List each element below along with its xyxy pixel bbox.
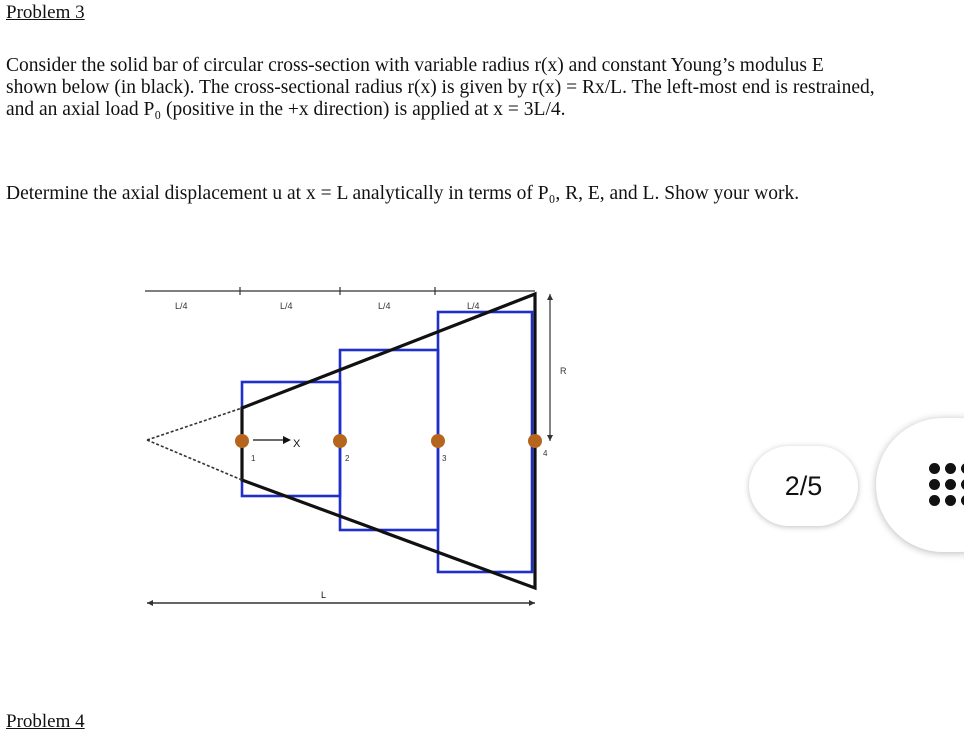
problem-title: Problem 3 <box>6 2 85 23</box>
dots-grid-icon <box>929 463 964 506</box>
step-element-3 <box>438 312 532 572</box>
length-label: L <box>321 590 327 600</box>
node-label: 1 <box>251 454 256 463</box>
x-axis-arrowhead <box>283 436 291 444</box>
step-element-1 <box>242 382 340 496</box>
page-indicator-text: 2/5 <box>784 470 823 501</box>
radius-arrowhead <box>547 435 553 441</box>
node-1 <box>235 434 249 448</box>
next-problem-title: Problem 4 <box>6 711 85 732</box>
page-indicator <box>749 446 858 526</box>
segment-label: L/4 <box>280 301 293 311</box>
node-2 <box>333 434 347 448</box>
length-arrowhead <box>147 600 153 606</box>
apex-extension-line <box>147 408 242 440</box>
step-element-2 <box>340 350 438 530</box>
node-label: 3 <box>442 454 447 463</box>
problem-question: Determine the axial displacement u at x = L analytically in terms of P₀, R, E, and L. Show your work. <box>6 183 800 204</box>
x-axis-label: X <box>293 438 301 450</box>
bar-figure <box>135 280 575 620</box>
node-3 <box>431 434 445 448</box>
segment-label: L/4 <box>378 301 391 311</box>
node-label: 2 <box>345 454 350 463</box>
problem-description: Consider the solid bar of circular cross-section with variable radius r(x) and constant Young’s modulus E shown below (in black). The cross-sectional radius r(x) is given by r(x) = Rx/L. The left-most end is restrained, and an axial load P₀ (positive in the +x direction) is applied at x = 3L/4. <box>6 55 875 120</box>
apex-extension-line <box>147 440 242 480</box>
grid-menu-button[interactable] <box>876 418 964 552</box>
node-4 <box>528 434 542 448</box>
length-arrowhead <box>529 600 535 606</box>
node-label: 4 <box>543 449 548 458</box>
radius-label: R <box>560 366 567 376</box>
radius-arrowhead <box>547 294 553 300</box>
segment-label: L/4 <box>175 301 188 311</box>
segment-label: L/4 <box>467 301 480 311</box>
